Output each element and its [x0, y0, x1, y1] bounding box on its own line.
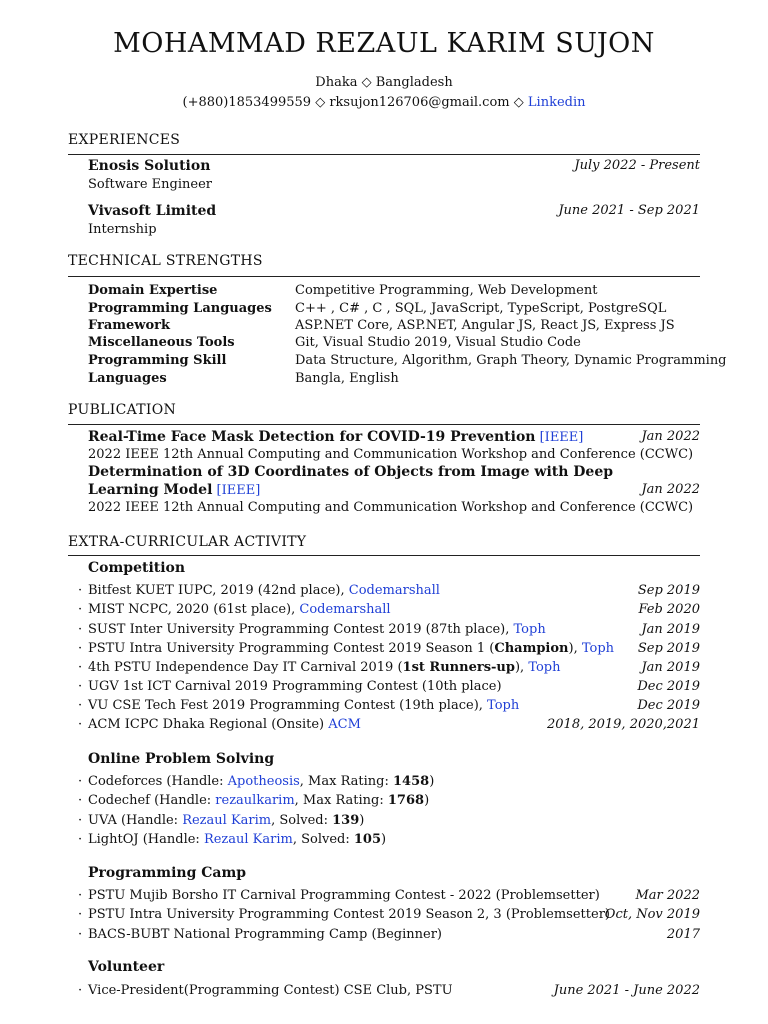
volunteer-item — [78, 983, 700, 1001]
skill-value: C++ , C# , C , SQL, JavaScript, TypeScript, PostgreSQL — [295, 301, 667, 316]
rating-value: 1768 — [387, 793, 425, 808]
publication-item — [88, 429, 700, 447]
item-text: PSTU Mujib Borsho IT Carnival Programming Contest - 2022 (Problemsetter) — [88, 888, 600, 903]
online-problem-solving-heading: Online Problem Solving — [88, 751, 275, 767]
online-judge-item — [78, 774, 700, 792]
publication-title: Learning Model — [88, 482, 213, 498]
bullet: · — [78, 583, 83, 598]
publication-venue: 2022 IEEE 12th Annual Computing and Communication Workshop and Conference (CCWC) — [88, 447, 694, 462]
skill-row — [88, 371, 700, 389]
item-text: SUST Inter University Programming Contest 2019 (87th place), — [88, 622, 514, 637]
skill-key: Framework — [88, 318, 171, 333]
codemarshall-link[interactable]: Codemarshall — [348, 583, 440, 598]
skill-value: Data Structure, Algorithm, Graph Theory, Dynamic Programming — [295, 353, 727, 368]
bullet: · — [78, 888, 83, 903]
skill-row — [88, 335, 700, 353]
email-address[interactable]: rksujon126706@gmail.com — [329, 95, 510, 110]
publication-item — [88, 464, 700, 482]
bullet: · — [78, 717, 83, 732]
experience-date: June 2021 - Sep 2021 — [558, 203, 700, 218]
section-divider — [68, 154, 700, 155]
item-text: Bitfest KUET IUPC, 2019 (42nd place), — [88, 583, 349, 598]
experience-date: July 2022 - Present — [574, 158, 700, 173]
publication-title-continued — [88, 482, 700, 500]
handle-link[interactable]: rezaulkarim — [215, 793, 295, 808]
award: Champion — [494, 641, 569, 656]
bullet: · — [78, 907, 83, 922]
publication-title-line — [88, 429, 583, 445]
bullet: · — [78, 641, 83, 656]
item-text: ), — [568, 641, 582, 656]
bullet: · — [78, 832, 83, 847]
item-text: ) — [359, 813, 365, 828]
competition-item — [78, 602, 700, 620]
ieee-link[interactable]: [IEEE] — [216, 483, 261, 498]
skill-key: Programming Languages — [88, 301, 272, 316]
item-date: Sep 2019 — [637, 583, 700, 598]
bullet: · — [78, 983, 83, 998]
item-date: Sep 2019 — [637, 641, 700, 656]
item-text: ) — [381, 832, 387, 847]
publication-date: Jan 2022 — [641, 429, 700, 444]
item-date: 2017 — [666, 927, 700, 942]
section-divider — [68, 276, 700, 277]
section-divider — [68, 424, 700, 425]
skill-key: Domain Expertise — [88, 283, 218, 298]
item-text: Vice-President(Programming Contest) CSE Club, PSTU — [88, 983, 453, 998]
bullet: · — [78, 774, 83, 789]
item-text: , Solved: — [271, 813, 333, 828]
company-name: Enosis Solution — [88, 158, 211, 174]
phone-number: (+880)1853499559 — [182, 95, 312, 110]
publication-title-line — [88, 482, 260, 498]
competition-item — [78, 641, 700, 659]
bullet: · — [78, 813, 83, 828]
skill-row — [88, 353, 727, 371]
award: 1st Runners-up — [402, 660, 515, 675]
competition-item — [78, 660, 700, 678]
item-text: ), — [514, 660, 529, 675]
solved-value: 105 — [353, 832, 382, 847]
job-role: Software Engineer — [88, 177, 213, 192]
item-text: ACM ICPC Dhaka Regional (Onsite) — [88, 717, 329, 732]
skill-value: Bangla, English — [295, 371, 399, 386]
publication-title: Determination of 3D Coordinates of Objects from Image with Deep — [88, 464, 614, 480]
toph-link[interactable]: Toph — [487, 698, 520, 713]
item-text: UGV 1st ICT Carnival 2019 Programming Contest (10th place) — [88, 679, 502, 694]
skill-row — [88, 318, 700, 336]
competition-item — [78, 583, 700, 601]
online-judge-item — [78, 832, 700, 850]
acm-link[interactable]: ACM — [328, 717, 361, 732]
separator: ◇ — [315, 95, 326, 110]
item-text: ) — [429, 774, 435, 789]
linkedin-link[interactable]: Linkedin — [527, 95, 586, 110]
toph-link[interactable]: Toph — [528, 660, 561, 675]
bullet: · — [78, 927, 83, 942]
camp-item — [78, 927, 700, 945]
toph-link[interactable]: Toph — [581, 641, 615, 656]
item-text: PSTU Intra University Programming Contest 2019 Season 2, 3 (Problemsetter) — [88, 907, 610, 922]
item-text: UVA (Handle: — [88, 813, 183, 828]
bullet: · — [78, 622, 83, 637]
separator: ◇ — [513, 95, 524, 110]
job-role: Internship — [88, 222, 157, 237]
toph-link[interactable]: Toph — [513, 622, 546, 637]
publication-date: Jan 2022 — [641, 482, 700, 497]
skill-value: ASP.NET Core, ASP.NET, Angular JS, React JS, Express JS — [295, 318, 675, 333]
contact-line — [0, 95, 768, 110]
camp-item — [78, 888, 700, 906]
item-text: LightOJ (Handle: — [88, 832, 204, 847]
skill-value: Competitive Programming, Web Development — [295, 283, 598, 298]
item-text: Codeforces (Handle: — [88, 774, 228, 789]
ieee-link[interactable]: [IEEE] — [539, 430, 584, 445]
experience-item — [88, 203, 700, 221]
online-judge-item — [78, 813, 700, 831]
handle-link[interactable]: Apotheosis — [227, 774, 300, 789]
item-text: , Solved: — [292, 832, 354, 847]
publication-title: Real-Time Face Mask Detection for COVID-19 Prevention — [88, 429, 536, 445]
competition-item — [78, 679, 700, 697]
online-judge-item — [78, 793, 700, 811]
skill-key: Miscellaneous Tools — [88, 335, 235, 350]
publication-heading: PUBLICATION — [68, 402, 177, 418]
skill-value: Git, Visual Studio 2019, Visual Studio Code — [295, 335, 581, 350]
item-text: MIST NCPC, 2020 (61st place), — [88, 602, 300, 617]
technical-strengths-heading: TECHNICAL STRENGTHS — [68, 253, 263, 269]
rating-value: 1458 — [393, 774, 430, 789]
item-date: Feb 2020 — [638, 602, 700, 617]
skill-row — [88, 283, 700, 301]
location: Dhaka ◇ Bangladesh — [315, 75, 453, 90]
item-date: Oct, Nov 2019 — [604, 907, 700, 922]
skill-key: Programming Skill — [88, 353, 227, 368]
bullet: · — [78, 793, 83, 808]
competition-item — [78, 717, 700, 735]
publication-venue: 2022 IEEE 12th Annual Computing and Communication Workshop and Conference (CCWC) — [88, 500, 694, 515]
item-date: Jan 2019 — [641, 622, 700, 637]
item-text: PSTU Intra University Programming Contest 2019 Season 1 ( — [88, 641, 495, 656]
item-date: June 2021 - June 2022 — [553, 983, 700, 998]
item-text: BACS-BUBT National Programming Camp (Beginner) — [88, 927, 442, 942]
item-text: ) — [424, 793, 430, 808]
candidate-name: MOHAMMAD REZAUL KARIM SUJON — [113, 28, 655, 59]
competition-heading: Competition — [88, 560, 186, 576]
item-date: Mar 2022 — [635, 888, 700, 903]
company-name: Vivasoft Limited — [88, 203, 217, 219]
item-text: 4th PSTU Independence Day IT Carnival 2019 ( — [88, 660, 403, 675]
item-text: , Max Rating: — [299, 774, 394, 789]
item-text: , Max Rating: — [294, 793, 388, 808]
skill-row — [88, 301, 700, 319]
competition-item — [78, 698, 700, 716]
item-date: 2018, 2019, 2020,2021 — [547, 717, 700, 732]
skill-key: Languages — [88, 371, 167, 386]
bullet: · — [78, 602, 83, 617]
section-divider — [68, 555, 700, 556]
camp-item — [78, 907, 700, 925]
solved-value: 139 — [332, 813, 360, 828]
handle-link[interactable]: Rezaul Karim — [203, 832, 293, 847]
programming-camp-heading: Programming Camp — [88, 865, 247, 881]
item-date: Dec 2019 — [637, 679, 700, 694]
item-date: Dec 2019 — [637, 698, 700, 713]
experiences-heading: EXPERIENCES — [68, 132, 181, 148]
codemarshall-link[interactable]: Codemarshall — [299, 602, 391, 617]
bullet: · — [78, 698, 83, 713]
bullet: · — [78, 660, 83, 675]
volunteer-heading: Volunteer — [88, 959, 165, 975]
handle-link[interactable]: Rezaul Karim — [182, 813, 272, 828]
competition-item — [78, 622, 700, 640]
item-text: Codechef (Handle: — [88, 793, 216, 808]
item-date: Jan 2019 — [641, 660, 700, 675]
bullet: · — [78, 679, 83, 694]
item-text: VU CSE Tech Fest 2019 Programming Contest (19th place), — [88, 698, 488, 713]
experience-item — [88, 158, 700, 176]
activity-heading: EXTRA-CURRICULAR ACTIVITY — [68, 534, 307, 550]
